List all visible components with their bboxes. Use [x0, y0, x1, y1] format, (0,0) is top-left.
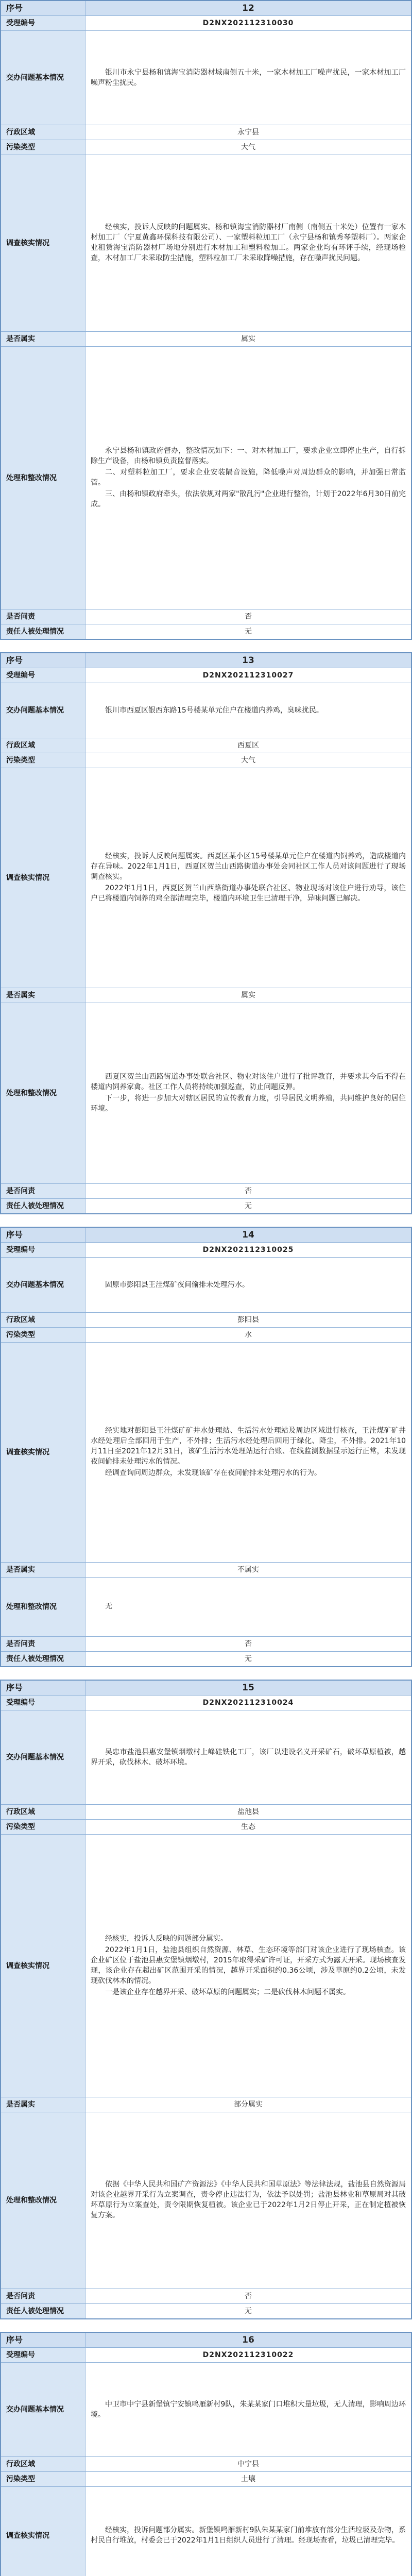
- case-responsible-label: 责任人被处理情况: [1, 2304, 85, 2319]
- case-basic-value: 吴忠市盐池县惠安堡镇烟墩村上峰硅铁化工厂，该厂以建设名义开采矿石，破坏草原植被，越界开采，砍伐林木、破坏环境。: [85, 1710, 412, 1805]
- case-responsible-value: 无: [85, 1199, 412, 1214]
- case-region-row: [1, 125, 411, 140]
- case-number-value: 15: [85, 1680, 412, 1696]
- case-investigation-row: [1, 1835, 411, 2097]
- case-basic-value: 银川市西夏区银西东路15号楼某单元住户在楼道内养鸡，臭味扰民。: [85, 683, 412, 738]
- case-investigation-label: 调查核实情况: [1, 155, 85, 332]
- case-investigation-value: [85, 2487, 412, 2576]
- case-gap: [0, 1667, 412, 1680]
- case-responsible-label: 责任人被处理情况: [1, 624, 85, 640]
- case-number-value: 14: [85, 1227, 412, 1243]
- case-code-value: D2NX202112310030: [85, 16, 412, 31]
- case-number-value: 12: [85, 1, 412, 16]
- case-handling-row: [1, 2112, 411, 2289]
- case-code-value: D2NX202112310022: [85, 2348, 412, 2363]
- case-pollution-label: 污染类型: [1, 2472, 85, 2487]
- case-code-row: [1, 668, 411, 683]
- case-region-value: 盐池县: [85, 1805, 412, 1820]
- case-verified-label: 是否属实: [1, 988, 85, 1003]
- case-code-label: 受理编号: [1, 2348, 85, 2363]
- case-region-value: 彭阳县: [85, 1313, 412, 1328]
- case-investigation-paragraph: 一是该企业存在越界开采、破坏草原的问题属实；二是砍伐林木问题不属实。: [105, 1988, 350, 1996]
- case-investigation-paragraph: 2022年1月1日，盐池县组织自然资源、林草、生态环境等部门对该企业进行了现场核查。该企业矿区位于盐池县惠安堡镇烟墩村，2015年取得采矿许可证，开采方式为露天开采。现场核查发现，该企业存在超出矿区范围开采的情况，越界开采面积约0.36公顷，涉及草原约0.2公顷，未发现砍伐林木的情况。: [91, 1945, 406, 1985]
- case-code-row: [1, 1243, 411, 1258]
- case-table: [0, 1227, 412, 1667]
- case-gap: [0, 1214, 412, 1227]
- case-region-row: [1, 2457, 411, 2472]
- case-handling-row: [1, 1003, 411, 1184]
- case-code-row: [1, 1696, 411, 1710]
- case-handling-paragraph: 永宁县杨和镇政府督办，整改情况如下：一、对木材加工厂，要求企业立即停止生产，自行拆除生产设备，由杨和镇负责监督落实。: [91, 446, 406, 465]
- case-handling-paragraph: 二、对塑料粒加工厂，要求企业安装隔音设施，降低噪声对周边群众的影响，并加强日常监管。: [91, 468, 406, 487]
- case-region-row: [1, 738, 411, 753]
- case-region-label: 行政区域: [1, 1805, 85, 1820]
- case-number-label: 序号: [1, 653, 85, 668]
- case-responsible-value: 无: [85, 624, 412, 640]
- case-investigation-row: [1, 768, 411, 988]
- case-responsible-row: [1, 624, 411, 640]
- case-basic-row: [1, 1258, 411, 1313]
- case-accountable-row: [1, 1637, 411, 1652]
- case-accountable-label: 是否问责: [1, 1184, 85, 1199]
- case-basic-label: 交办问题基本情况: [1, 1258, 85, 1313]
- case-basic-label: 交办问题基本情况: [1, 1710, 85, 1805]
- case-investigation-paragraph: 2022年1月1日，西夏区贺兰山西路街道办事处联合社区、物业现场对该住户进行劝导，该住户已将楼道内饲养的鸡全部清理完毕，楼道内环境卫生已清理干净，异味问题已解决。: [91, 884, 406, 903]
- case-table: [0, 652, 412, 1214]
- case-pollution-row: [1, 1820, 411, 1835]
- case-investigation-label: 调查核实情况: [1, 768, 85, 988]
- case-region-value: 西夏区: [85, 738, 412, 753]
- case-region-row: [1, 1313, 411, 1328]
- case-accountable-value: 否: [85, 2289, 412, 2304]
- case-handling-value: [85, 1003, 412, 1184]
- case-pollution-label: 污染类型: [1, 753, 85, 768]
- case-table: [0, 0, 412, 640]
- case-code-label: 受理编号: [1, 1696, 85, 1710]
- case-region-row: [1, 1805, 411, 1820]
- case-accountable-label: 是否问责: [1, 2289, 85, 2304]
- case-table: [0, 1680, 412, 2319]
- case-verified-value: 属实: [85, 988, 412, 1003]
- case-verified-value: 部分属实: [85, 2097, 412, 2112]
- case-handling-paragraph: 下一步，将进一步加大对辖区居民的宣传教育力度，引导居民文明养殖，共同维护良好的居住环境。: [91, 1094, 406, 1113]
- case-handling-paragraph: 西夏区贺兰山西路街道办事处联合社区、物业对该住户进行了批评教育，并要求其今后不得在楼道内饲养家禽。社区工作人员将持续加强巡查，防止问题反弹。: [91, 1073, 406, 1091]
- case-accountable-row: [1, 1184, 411, 1199]
- case-region-label: 行政区域: [1, 738, 85, 753]
- case-handling-label: 处理和整改情况: [1, 347, 85, 609]
- case-verified-row: [1, 988, 411, 1003]
- case-investigation-row: [1, 2487, 411, 2576]
- case-investigation-row: [1, 1343, 411, 1563]
- case-region-value: 中宁县: [85, 2457, 412, 2472]
- case-code-label: 受理编号: [1, 1243, 85, 1258]
- case-table: [0, 2332, 412, 2576]
- case-pollution-value: 生态: [85, 1820, 412, 1835]
- case-basic-label: 交办问题基本情况: [1, 2363, 85, 2457]
- case-responsible-value: 无: [85, 1652, 412, 1667]
- case-accountable-row: [1, 2289, 411, 2304]
- case-investigation-row: [1, 155, 411, 332]
- case-investigation-paragraph: 经核实，投诉人反映的问题属实。杨和镇海宝消防器材厂南侧（南侧五十米处）位置有一家木材加工厂（宁夏黄鑫环保科技有限公司）、一家塑料粒加工厂（永宁县杨和镇秀琴塑料厂）。两家企业租赁海宝消防器材厂场地分别进行木材加工和塑料粒加工。两家企业均有环评手续，经现场检查，木材加工厂未采取防尘措施，塑料粒加工厂未采取降噪措施，存在噪声扰民问题。: [91, 223, 406, 262]
- case-investigation-paragraph: 经核实，投诉人反映的问题部分属实。: [105, 1934, 228, 1943]
- case-basic-row: [1, 2363, 411, 2457]
- case-accountable-value: 否: [85, 1184, 412, 1199]
- case-investigation-paragraph: 经实地对彭阳县王洼煤矿矿井水处理站、生活污水处理站及周边区域进行核查，王洼煤矿矿井水经处理后全部回用于生产，不外排；生活污水经处理后回用于绿化、降尘，不外排。2021年10月11日至2021年12月31日，该矿生活污水处理站运行台账、在线监测数据显示运行正常，未发现夜间偷排未处理污水的情况。: [91, 1427, 406, 1466]
- case-responsible-row: [1, 1652, 411, 1667]
- case-investigation-value: [85, 768, 412, 988]
- case-verified-row: [1, 332, 411, 347]
- case-region-label: 行政区域: [1, 1313, 85, 1328]
- case-investigation-value: [85, 1343, 412, 1563]
- case-region-label: 行政区域: [1, 125, 85, 140]
- case-verified-label: 是否属实: [1, 2097, 85, 2112]
- case-number-row: [1, 1227, 411, 1243]
- case-accountable-label: 是否问责: [1, 1637, 85, 1652]
- case-pollution-value: 水: [85, 1328, 412, 1343]
- case-responsible-label: 责任人被处理情况: [1, 1652, 85, 1667]
- case-pollution-value: 土壤: [85, 2472, 412, 2487]
- case-pollution-value: 大气: [85, 140, 412, 155]
- case-handling-row: [1, 347, 411, 609]
- case-pollution-value: 大气: [85, 753, 412, 768]
- case-handling-paragraph: 依据《中华人民共和国矿产资源法》《中华人民共和国草原法》等法律法规，盐池县自然资源局对该企业越界开采行为立案调查，责令停止违法行为，依法予以处罚；盐池县林业和草原局对其破坏草原行为立案查处，责令限期恢复植被。该企业已于2022年1月2日停止开采，正在制定植被恢复方案。: [91, 2180, 406, 2219]
- case-pollution-row: [1, 753, 411, 768]
- case-pollution-row: [1, 2472, 411, 2487]
- case-pollution-row: [1, 1328, 411, 1343]
- case-handling-paragraph: 三、由杨和镇政府牵头，依法依规对两家"散乱污"企业进行整治，计划于2022年6月30日前完成。: [91, 489, 406, 509]
- case-basic-label: 交办问题基本情况: [1, 683, 85, 738]
- case-pollution-row: [1, 140, 411, 155]
- case-handling-row: [1, 1578, 411, 1637]
- case-basic-value: 银川市永宁县杨和镇海宝消防器材城南侧五十米，一家木材加工厂噪声扰民，一家木材加工厂噪声粉尘扰民。: [85, 31, 412, 125]
- case-handling-label: 处理和整改情况: [1, 1003, 85, 1184]
- case-investigation-paragraph: 经核实，投诉人反映问题属实。西夏区某小区15号楼某单元住户在楼道内饲养鸡，造成楼道内存在异味。2022年1月1日，西夏区贺兰山西路街道办事处会同社区工作人员对该问题进行了现场调查核实。: [91, 852, 406, 881]
- case-investigation-paragraph: 经调查询问周边群众，未发现该矿存在夜间偷排未处理污水的行为。: [105, 1469, 321, 1477]
- case-accountable-label: 是否问责: [1, 609, 85, 624]
- case-verified-row: [1, 1563, 411, 1578]
- case-code-value: D2NX202112310027: [85, 668, 412, 683]
- case-verified-value: 不属实: [85, 1563, 412, 1578]
- case-code-label: 受理编号: [1, 668, 85, 683]
- case-pollution-label: 污染类型: [1, 1820, 85, 1835]
- case-responsible-label: 责任人被处理情况: [1, 1199, 85, 1214]
- case-investigation-value: [85, 155, 412, 332]
- case-handling-label: 处理和整改情况: [1, 2112, 85, 2289]
- case-code-value: D2NX202112310025: [85, 1243, 412, 1258]
- case-basic-row: [1, 1710, 411, 1805]
- case-number-row: [1, 1, 411, 16]
- case-basic-value: 中卫市中宁县新堡镇宁安镇鸣雁新村9队，朱某某家门口堆积大量垃圾，无人清理，影响周边环境。: [85, 2363, 412, 2457]
- case-code-label: 受理编号: [1, 16, 85, 31]
- case-basic-label: 交办问题基本情况: [1, 31, 85, 125]
- case-basic-row: [1, 31, 411, 125]
- case-handling-paragraph: 无: [105, 1602, 112, 1611]
- case-accountable-value: 否: [85, 1637, 412, 1652]
- case-code-row: [1, 16, 411, 31]
- case-accountable-row: [1, 609, 411, 624]
- case-code-value: D2NX202112310024: [85, 1696, 412, 1710]
- case-verified-value: 属实: [85, 332, 412, 347]
- case-investigation-label: 调查核实情况: [1, 2487, 85, 2576]
- case-handling-value: [85, 1578, 412, 1637]
- case-region-label: 行政区域: [1, 2457, 85, 2472]
- case-number-label: 序号: [1, 1, 85, 16]
- case-responsible-value: 无: [85, 2304, 412, 2319]
- case-pollution-label: 污染类型: [1, 1328, 85, 1343]
- case-responsible-row: [1, 2304, 411, 2319]
- case-number-label: 序号: [1, 1680, 85, 1696]
- case-verified-label: 是否属实: [1, 1563, 85, 1578]
- case-number-label: 序号: [1, 2332, 85, 2348]
- case-number-value: 13: [85, 653, 412, 668]
- case-number-row: [1, 653, 411, 668]
- case-verified-label: 是否属实: [1, 332, 85, 347]
- case-investigation-label: 调查核实情况: [1, 1835, 85, 2097]
- case-basic-value: 固原市彭阳县王洼煤矿夜间偷排未处理污水。: [85, 1258, 412, 1313]
- case-pollution-label: 污染类型: [1, 140, 85, 155]
- case-handling-value: [85, 2112, 412, 2289]
- case-handling-label: 处理和整改情况: [1, 1578, 85, 1637]
- case-gap: [0, 640, 412, 652]
- case-number-row: [1, 1680, 411, 1696]
- case-number-row: [1, 2332, 411, 2348]
- case-investigation-label: 调查核实情况: [1, 1343, 85, 1563]
- case-number-label: 序号: [1, 1227, 85, 1243]
- case-responsible-row: [1, 1199, 411, 1214]
- case-basic-row: [1, 683, 411, 738]
- case-investigation-paragraph: 经核实，投诉问题部分属实。新堡镇鸣雁新村9队朱某某家门前堆放有部分生活垃圾及杂物，系村民自行堆放，村委会已于2022年1月1日组织人员进行了清理。经现场查看，垃圾已清理完毕。: [91, 2526, 406, 2545]
- case-handling-value: [85, 347, 412, 609]
- case-code-row: [1, 2348, 411, 2363]
- case-number-value: 16: [85, 2332, 412, 2348]
- case-investigation-value: [85, 1835, 412, 2097]
- case-verified-row: [1, 2097, 411, 2112]
- case-region-value: 永宁县: [85, 125, 412, 140]
- case-accountable-value: 否: [85, 609, 412, 624]
- case-gap: [0, 2319, 412, 2332]
